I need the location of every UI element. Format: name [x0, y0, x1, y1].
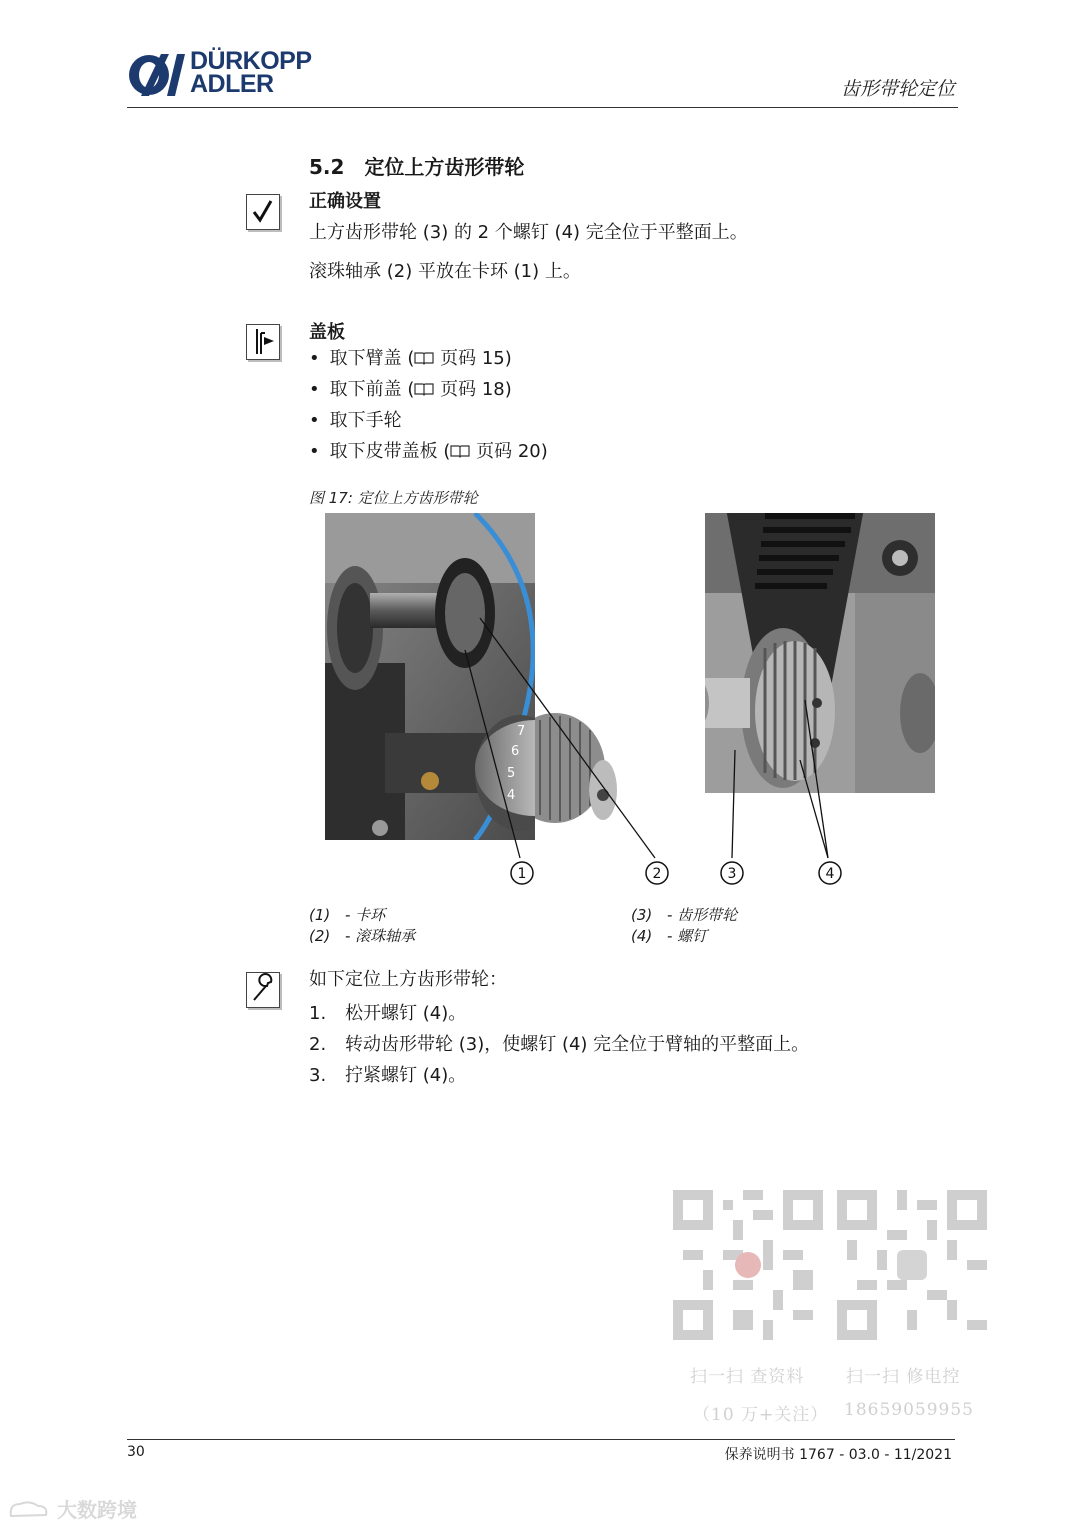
cover-step-1: • 取下臂盖 ( 页码 15) — [309, 343, 548, 374]
qr-code-icon — [837, 1190, 987, 1340]
figure-callouts — [440, 580, 860, 900]
cover-plate-icon — [246, 324, 280, 360]
checkmark-icon — [246, 194, 280, 230]
section-number: 5.2 — [309, 155, 345, 179]
correct-setting-heading: 正确设置 — [309, 191, 381, 212]
procedure-steps-list — [309, 998, 809, 1091]
qr1-label-1: 扫一扫 查资料 — [690, 1367, 805, 1387]
dial-number: 7 — [517, 724, 526, 739]
book-icon — [450, 444, 470, 458]
header-divider — [127, 107, 958, 108]
figure-caption: 图 17: 定位上方齿形带轮 — [309, 489, 478, 507]
figure-legend-left — [309, 905, 415, 947]
qr2-label-2: 18659059955 — [844, 1400, 974, 1420]
dial-number: 4 — [507, 788, 516, 803]
procedure-intro: 如下定位上方齿形带轮： — [309, 969, 507, 990]
corner-watermark — [8, 1494, 137, 1523]
callout-4: 4 — [825, 866, 835, 882]
header-title: 齿形带轮定位 — [840, 78, 955, 100]
legend-item: (4) - 螺钉 — [631, 927, 708, 945]
qr1-label-2: （10 万+关注） — [693, 1405, 829, 1425]
legend-item: (1) - 卡环 — [309, 906, 386, 924]
qr2-label-1: 扫一扫 修电控 — [846, 1367, 961, 1387]
dial-number: 6 — [511, 744, 520, 759]
book-icon — [414, 382, 434, 396]
procedure-step-2: 2. 转动齿形带轮 (3)，使螺钉 (4) 完全位于臂轴的平整面上。 — [309, 1034, 810, 1055]
brand-line-1: DÜRKOPP — [190, 47, 312, 75]
procedure-step-1: 1. 松开螺钉 (4)。 — [309, 1003, 467, 1024]
procedure-step-3: 3. 拧紧螺钉 (4)。 — [309, 1065, 467, 1086]
callout-2: 2 — [652, 866, 662, 882]
corner-watermark-text: 大数跨境 — [56, 1498, 137, 1522]
watermark-logo-icon — [8, 1498, 50, 1520]
doc-reference: 保养说明书 1767 - 03.0 - 11/2021 — [724, 1447, 952, 1463]
wrench-icon — [246, 972, 280, 1008]
section-title — [309, 151, 524, 180]
correct-setting-line-2: 滚珠轴承 (2) 平放在卡环 (1) 上。 — [309, 261, 581, 282]
page-number: 30 — [127, 1444, 145, 1460]
cover-step-2: • 取下前盖 ( 页码 18) — [309, 374, 548, 405]
cover-step-3: • 取下手轮 — [309, 405, 548, 436]
cover-steps-list — [309, 343, 548, 467]
brand-line-2: ADLER — [190, 70, 274, 98]
section-title-text: 定位上方齿形带轮 — [364, 155, 525, 179]
brand-name — [190, 47, 312, 98]
cover-heading: 盖板 — [309, 322, 345, 343]
callout-3: 3 — [727, 866, 737, 882]
footer-divider — [127, 1439, 955, 1440]
book-icon — [414, 351, 434, 365]
figure-legend-right — [631, 905, 737, 947]
callout-1: 1 — [517, 866, 527, 882]
dial-number: 5 — [507, 766, 516, 781]
cover-step-4: • 取下皮带盖板 ( 页码 20) — [309, 436, 548, 467]
brand-logo-icon — [127, 52, 185, 98]
legend-item: (3) - 齿形带轮 — [631, 906, 738, 924]
correct-setting-line-1: 上方齿形带轮 (3) 的 2 个螺钉 (4) 完全位于平整面上。 — [309, 222, 748, 243]
qr-code-icon — [673, 1190, 823, 1340]
legend-item: (2) - 滚珠轴承 — [309, 927, 416, 945]
